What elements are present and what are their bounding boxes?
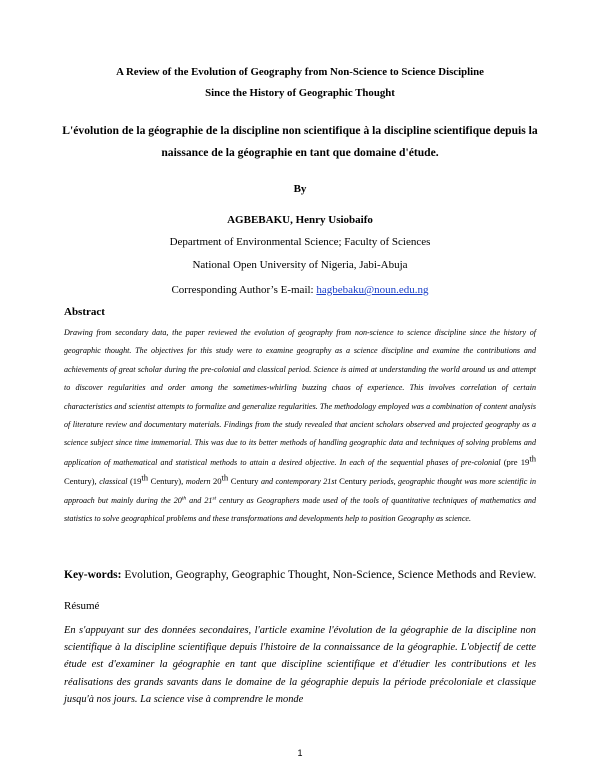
abstract-text: Drawing from secondary data, the paper reviewed the evolution of geography from non-science to science discipline since the history of geographic thought. The objectives for this study were to examine geography as a science discipline and examine the contributions and achievements of great scholar during the pre-colonial and classical period. Science is aimed at understanding the world around us and attempt to discover regularities and order among the sometimes-whirling buzzing chaos of experience. This involves correlation of certain characteristics and scientist attempts to formalize and generalize regularities. The methodology employed was a combination of content analysis of literature review and documentary materials. Findings from the study revealed that ancient scholars observed and projected geography as a science subject since time immemorial. This was due to its better methods of handling geographic data and techniques of solving problems and application of mathematical and statistical methods to attain a desired objective. In each of the sequential phases of pre-colonial [64,328,536,467]
author-department: Department of Environmental Science; Faculty of Sciences [169,236,431,248]
author-university: National Open University of Nigeria, Jabi-Abuja [192,259,408,271]
title-french-line-2: naissance de la géographie en tant que domaine d'étude. [161,146,439,159]
abstract-body: Drawing from secondary data, the paper reviewed the evolution of geography from non-science to science discipline since the history of geographic thought. The objectives for this study were to examine geography as a science discipline and examine the contributions and achievements of great scholar during the pre-colonial and classical period. Science is aimed at understanding the world around us and attempt to discover regularities and order among the sometimes-whirling buzzing chaos of experience. This involves correlation of certain characteristics and scientist attempts to formalize and generalize regularities. The methodology employed was a combination of content analysis of literature review and documentary materials. Findings from the study revealed that ancient scholars observed and projected geography as a science subject since time immemorial. This was due to its better methods of handling geographic data and techniques of solving problems and application of mathematical and statistical methods to attain a desired objective. In each of the sequential phases of pre-colonial (pre 19th Century), classical (19th Century), modern 20th Century and contemporary 21st Century periods, geographic thought was more scientific in approach but mainly during the 20th and 21st century as Geographers made used of the tools of quantitative techniques of mathematics and statistics to solve geographical problems and these transformations and developments help to position Geography as science. [64,328,537,524]
title-english-line-1: A Review of the Evolution of Geography from Non-Science to Science Discipline [116,66,484,78]
title-french-line-1: L'évolution de la géographie de la discipline non scientifique à la discipline scientifique depuis la [62,124,538,137]
email-label: Corresponding Author’s E-mail: [171,284,317,296]
title-english [0,62,600,104]
title-french [0,120,600,164]
resume-heading: Résumé [64,600,100,612]
author-name: AGBEBAKU, Henry Usiobaifo [227,214,373,226]
title-english-line-2: Since the History of Geographic Thought [205,87,395,99]
author-email-line [0,284,600,296]
by-label: By [293,183,307,195]
keywords [64,569,544,581]
resume-body: En s'appuyant sur des données secondaires, l'article examine l'évolution de la géographie de la discipline non scientifique à la discipline scientifique depuis l'histoire de la connaissance de la géographie. L'objectif de cette étude est d'examiner la géographie en tant que discipline scientifique et d'étudier les contributions et les réalisations des grands savants dans le domaine de la géographie depuis la période précoloniale et classique jusqu'à nos jours. La science vise à comprendre le monde [64,625,536,705]
email-link[interactable]: hagbebaku@noun.edu.ng [316,284,429,296]
keywords-text: Evolution, Geography, Geographic Thought, Non-Science, Science Methods and Review. [121,569,537,581]
keywords-label: Key-words: [64,569,122,581]
abstract-heading: Abstract [64,306,105,318]
page-number: 1 [297,748,303,758]
